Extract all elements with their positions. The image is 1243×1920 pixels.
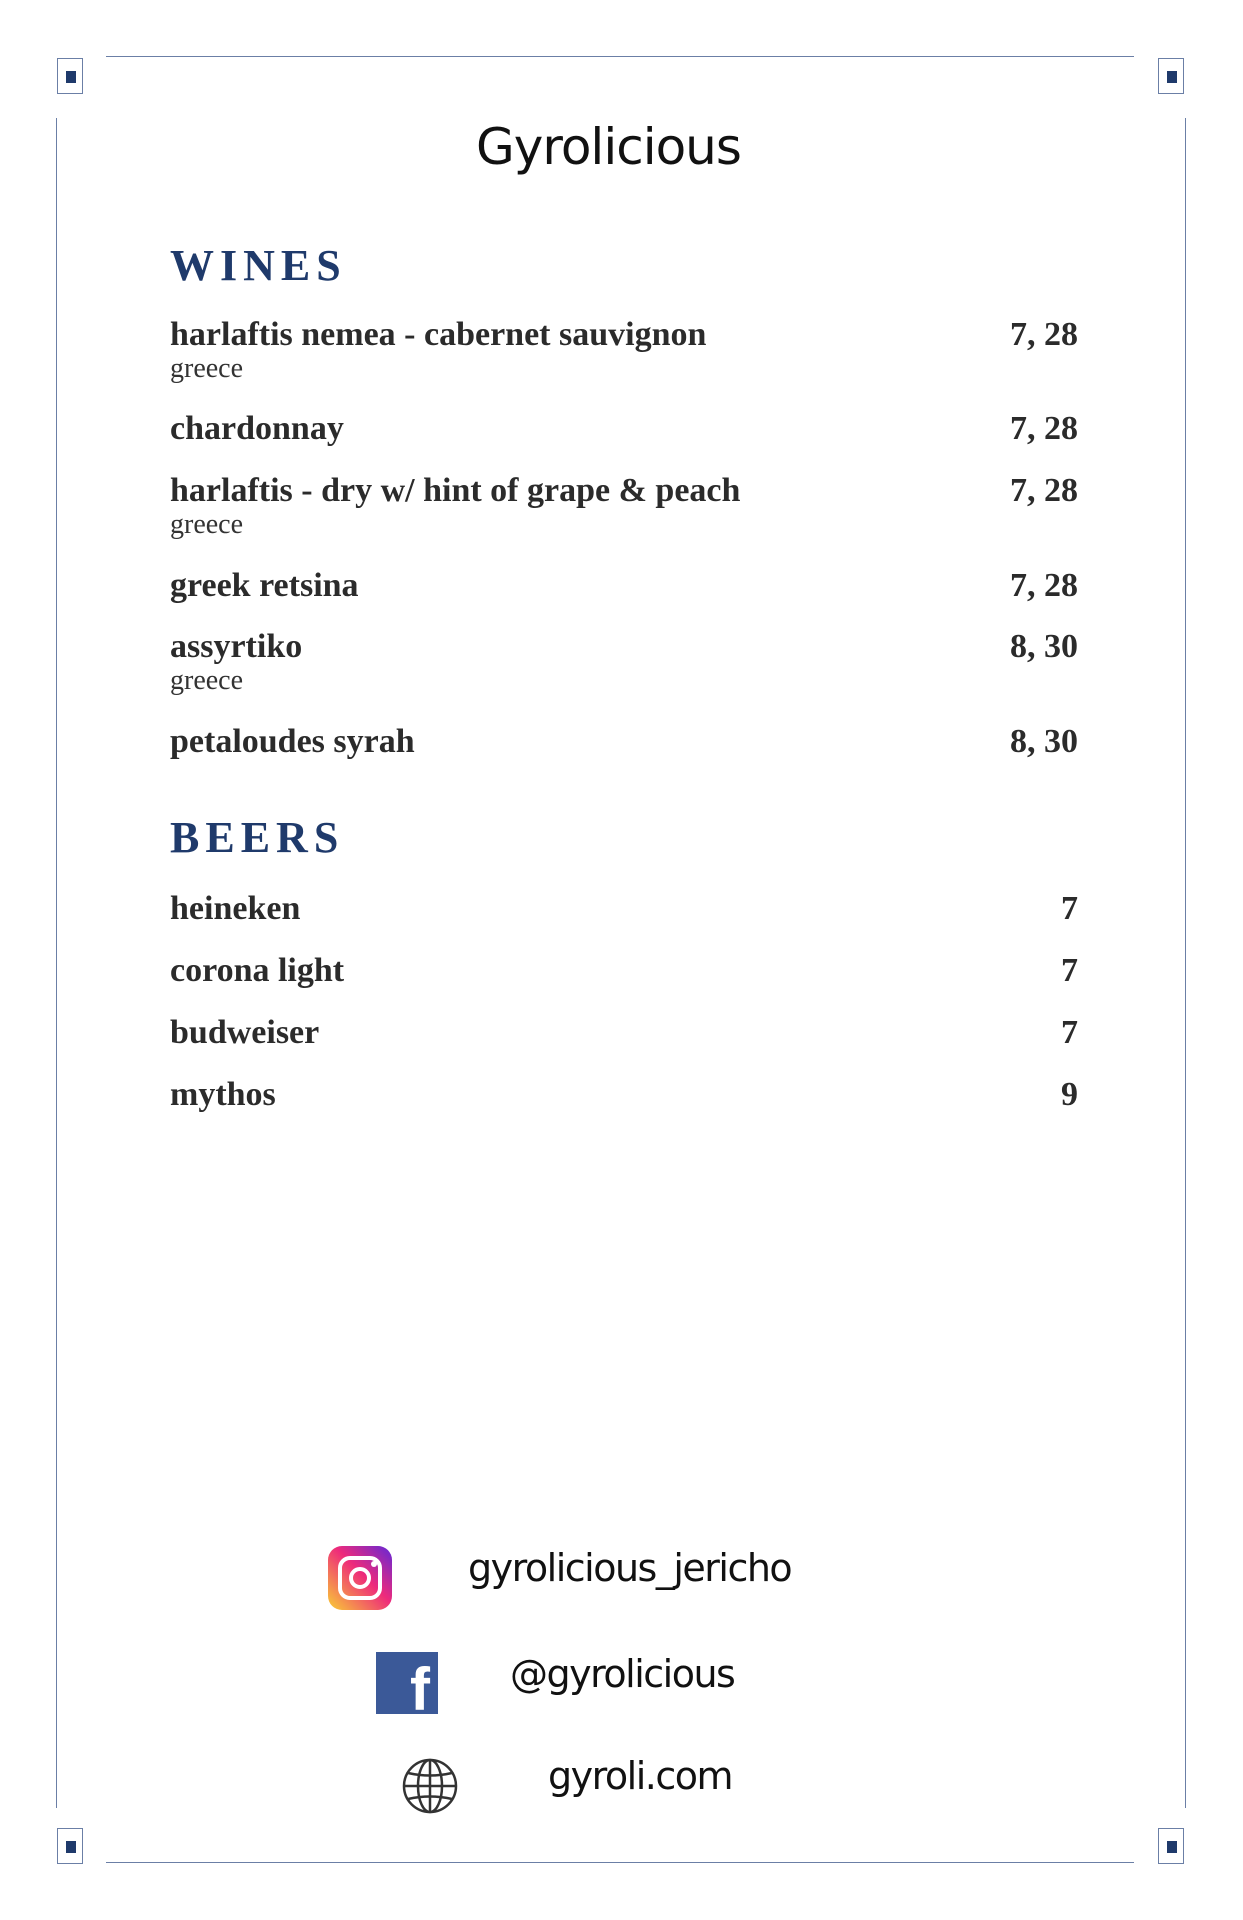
facebook-handle[interactable]: @gyrolicious	[510, 1652, 735, 1696]
wine-origin: greece	[170, 509, 244, 540]
beer-item	[170, 952, 1078, 990]
website-link[interactable]: gyroli.com	[548, 1754, 732, 1798]
wine-price: 7, 28	[1010, 567, 1078, 604]
restaurant-title: Gyrolicious	[476, 118, 741, 176]
corner-ornament-top-left	[57, 58, 83, 94]
wine-name: harlaftis - dry w/ hint of grape & peach	[170, 472, 741, 509]
beer-name: mythos	[170, 1076, 276, 1113]
facebook-icon[interactable]: f	[376, 1652, 438, 1714]
wine-item	[170, 723, 1078, 761]
beer-item	[170, 890, 1078, 928]
wine-name: assyrtiko	[170, 628, 303, 665]
wine-item	[170, 472, 1078, 540]
wine-origin: greece	[170, 353, 244, 384]
wine-price: 7, 28	[1010, 472, 1078, 509]
wine-origin: greece	[170, 665, 244, 696]
wine-price: 8, 30	[1010, 723, 1078, 760]
beer-name: budweiser	[170, 1014, 320, 1051]
beer-name: corona light	[170, 952, 345, 989]
beer-item	[170, 1076, 1078, 1114]
wine-price: 7, 28	[1010, 316, 1078, 353]
wine-name: harlaftis nemea - cabernet sauvignon	[170, 316, 707, 353]
beer-item	[170, 1014, 1078, 1052]
beers-heading: BEERS	[170, 813, 345, 862]
beer-price: 7	[1061, 952, 1078, 989]
corner-ornament-bottom-left	[57, 1828, 83, 1864]
bottom-border-line	[106, 1862, 1134, 1863]
corner-ornament-bottom-right	[1158, 1828, 1184, 1864]
wine-item	[170, 628, 1078, 696]
globe-icon[interactable]	[400, 1756, 460, 1816]
corner-ornament-top-right	[1158, 58, 1184, 94]
beer-price: 7	[1061, 890, 1078, 927]
wine-price: 8, 30	[1010, 628, 1078, 665]
wine-item	[170, 410, 1078, 448]
right-border-line	[1185, 118, 1186, 1808]
left-border-line	[56, 118, 57, 1808]
beer-price: 7	[1061, 1014, 1078, 1051]
wines-heading: WINES	[170, 241, 347, 290]
wine-name: chardonnay	[170, 410, 344, 447]
wine-name: petaloudes syrah	[170, 723, 415, 760]
wine-item	[170, 316, 1078, 384]
instagram-icon[interactable]	[328, 1546, 392, 1610]
wine-item	[170, 567, 1078, 605]
beer-name: heineken	[170, 890, 301, 927]
top-border-line	[106, 56, 1134, 57]
beer-price: 9	[1061, 1076, 1078, 1113]
instagram-handle[interactable]: gyrolicious_jericho	[468, 1546, 792, 1590]
wine-price: 7, 28	[1010, 410, 1078, 447]
wine-name: greek retsina	[170, 567, 359, 604]
